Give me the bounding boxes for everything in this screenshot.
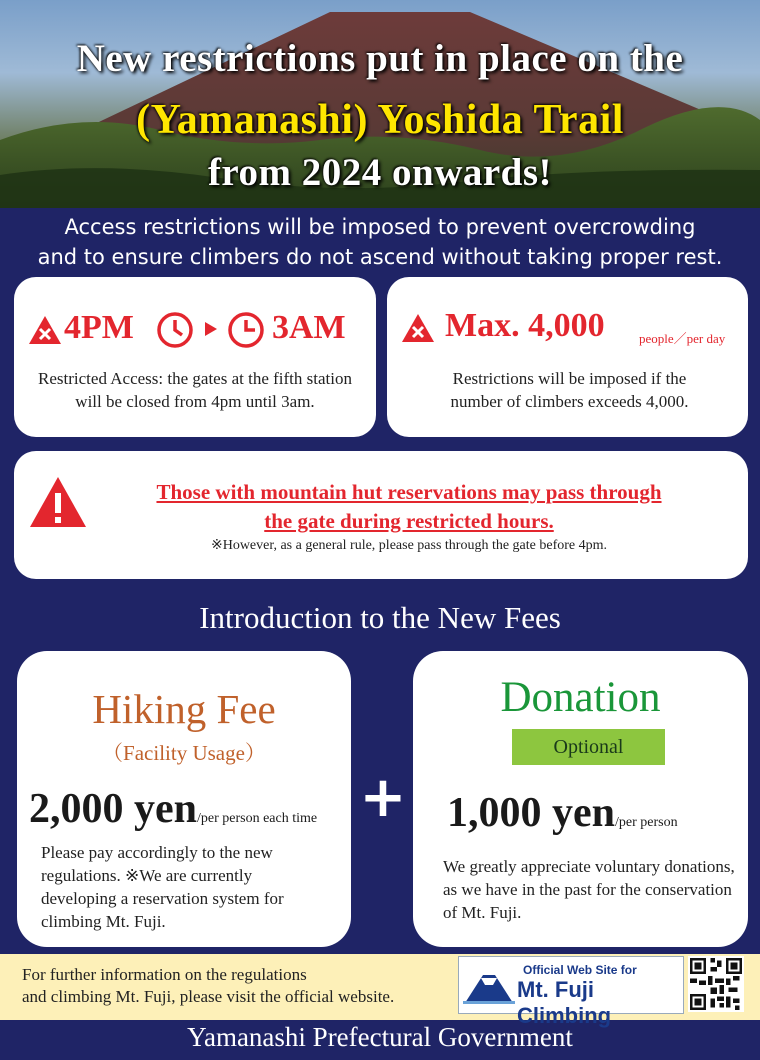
hiking-fee-unit: /per person each time xyxy=(197,811,318,826)
footer-line2: and climbing Mt. Fuji, please visit the official website. xyxy=(22,987,395,1006)
arrow-right-icon xyxy=(204,321,218,337)
intro-line2: and to ensure climbers do not ascend without taking proper rest. xyxy=(37,245,723,269)
donation-value: 1,000 yen xyxy=(447,790,615,836)
restricted-hours-card xyxy=(14,277,376,437)
intro-text xyxy=(0,212,760,272)
restricted-access-text: Restricted Access: the gates at the fifth station will be closed from 4pm until 3am. xyxy=(38,369,352,411)
government-name: Yamanashi Prefectural Government xyxy=(187,1022,573,1052)
max-climbers-text: Restrictions will be imposed if the number of climbers exceeds 4,000. xyxy=(450,369,689,411)
donation-unit: /per person xyxy=(615,815,678,830)
donation-title: Donation xyxy=(500,674,661,721)
clock-3am-icon xyxy=(227,311,265,349)
hero-title-line1: New restrictions put in place on the xyxy=(76,37,684,80)
hut-notice-line1: Those with mountain hut reservations may pass through xyxy=(156,480,662,504)
hut-reservation-card xyxy=(14,451,748,579)
hiking-fee-amount xyxy=(29,785,317,833)
optional-badge: Optional xyxy=(512,729,665,765)
max-climbers-card xyxy=(387,277,748,437)
end-time: 3AM xyxy=(272,309,346,346)
hero-title-line2: (Yamanashi) Yoshida Trail xyxy=(136,97,624,143)
hut-notice-line2: the gate during restricted hours. xyxy=(264,509,554,533)
hero-banner xyxy=(0,0,760,208)
donation-amount xyxy=(447,789,678,837)
hero-title-line3: from 2024 onwards! xyxy=(207,151,553,194)
donation-description: We greatly appreciate voluntary donations, as we have in the past for the conservation of Mt. Fuji. xyxy=(443,857,735,922)
hiking-fee-card xyxy=(17,651,351,947)
hut-general-rule-note: ※However, as a general rule, please pass through the gate before 4pm. xyxy=(210,538,608,553)
mount-fuji-logo-icon xyxy=(463,965,515,1005)
warning-exclamation-icon xyxy=(28,475,88,529)
hiking-fee-description: Please pay accordingly to the new regulations. ※We are currently developing a reservation system for climbing Mt. Fuji. xyxy=(41,843,284,931)
footer-info-text xyxy=(22,964,394,1008)
intro-line1: Access restrictions will be imposed to prevent overcrowding xyxy=(64,215,696,239)
max-climbers-headline: Max. 4,000 xyxy=(445,307,605,344)
qr-code[interactable] xyxy=(688,956,744,1012)
official-website-link[interactable] xyxy=(458,956,684,1028)
footer-line1: For further information on the regulations xyxy=(22,965,307,984)
warning-x-icon xyxy=(28,315,62,345)
start-time: 4PM xyxy=(64,309,134,346)
hut-reservation-notice xyxy=(99,478,719,536)
mt-fuji-climbing-label: Mt. Fuji Climbing xyxy=(517,977,612,1028)
donation-card xyxy=(413,651,748,947)
footer-info-band xyxy=(0,954,760,1028)
hiking-fee-subtitle: （Facility Usage） xyxy=(102,741,266,765)
official-site-label: Official Web Site for xyxy=(523,963,637,977)
fees-heading: Introduction to the New Fees xyxy=(199,600,561,635)
warning-x-icon xyxy=(401,313,435,343)
hiking-fee-title: Hiking Fee xyxy=(92,686,276,732)
max-climbers-unit: people／per day xyxy=(639,331,726,346)
clock-4pm-icon xyxy=(156,311,194,349)
hiking-fee-value: 2,000 yen xyxy=(29,786,197,832)
plus-sign: + xyxy=(359,765,407,830)
